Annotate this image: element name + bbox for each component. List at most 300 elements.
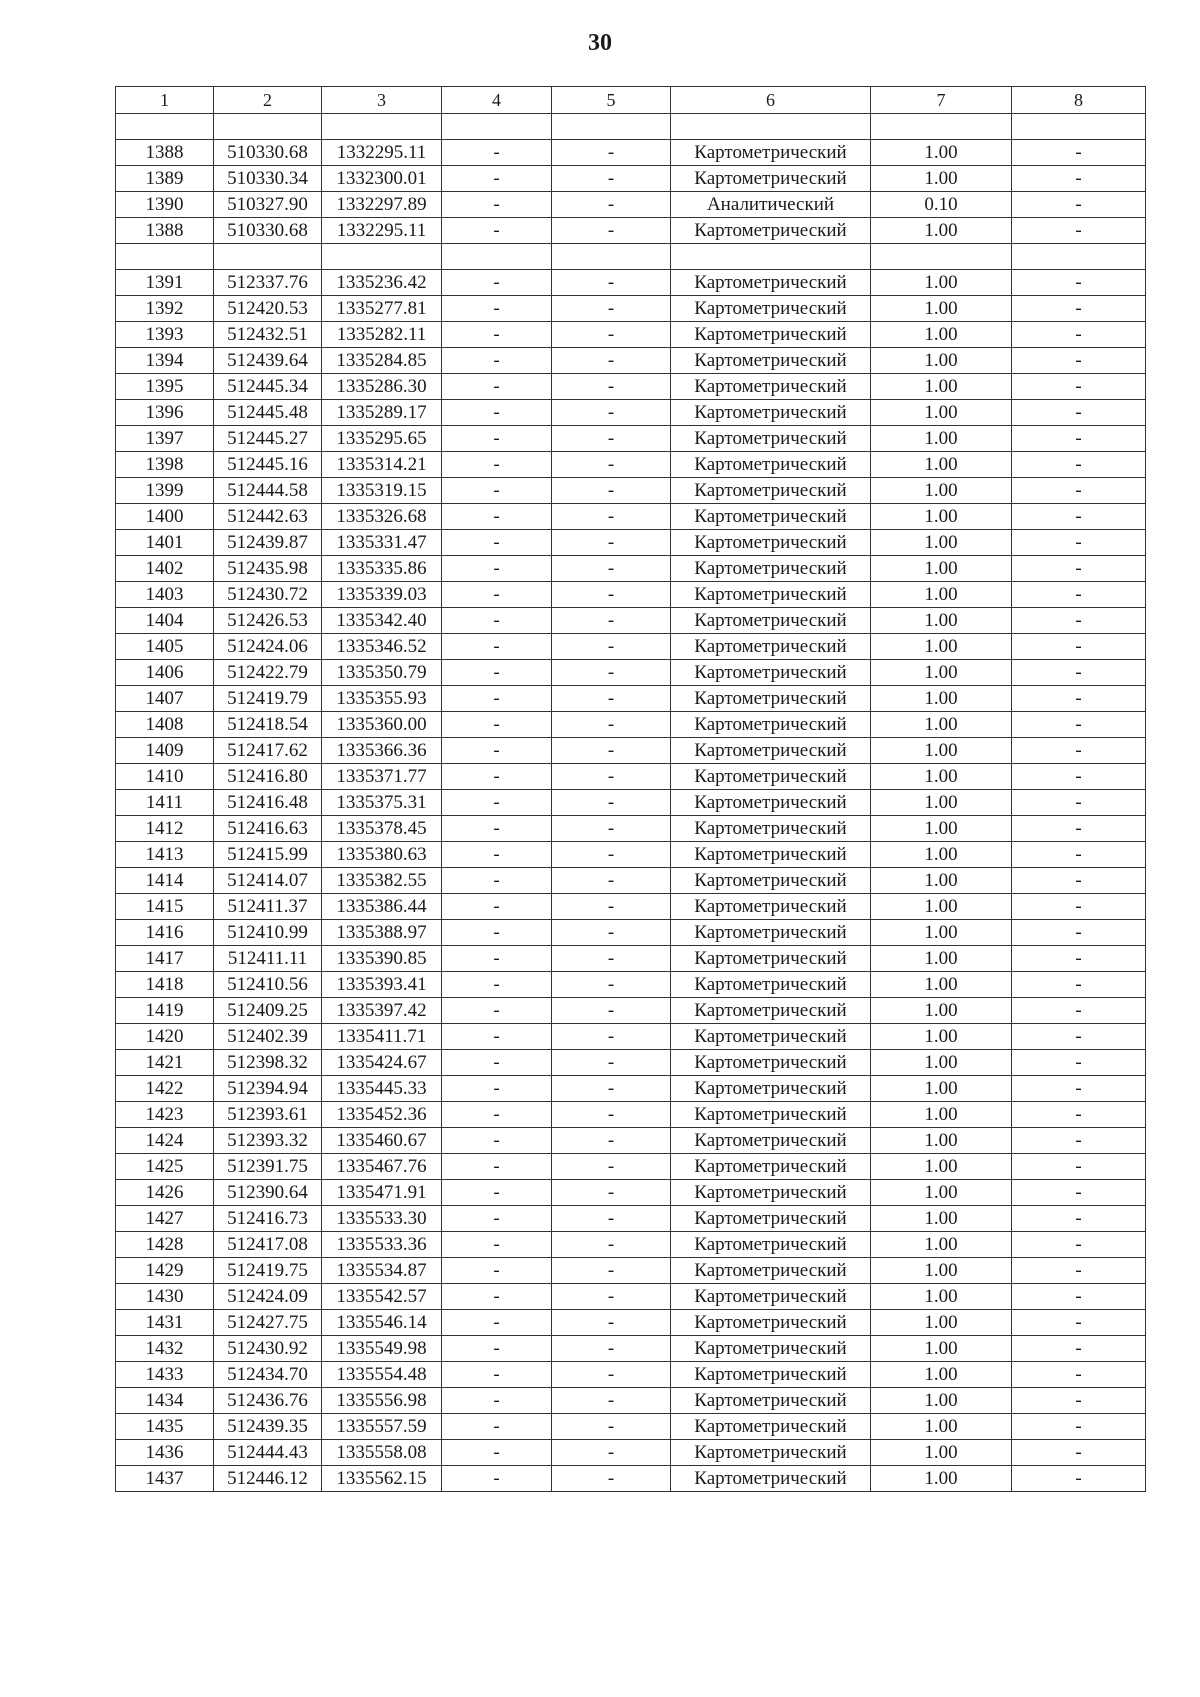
table-cell-col8: - <box>1012 738 1146 764</box>
table-cell-col4: - <box>442 738 552 764</box>
table-cell-col3: 1335326.68 <box>322 504 442 530</box>
table-cell-col3: 1335393.41 <box>322 972 442 998</box>
table-cell-col6: Аналитический <box>671 192 871 218</box>
table-cell-col5: - <box>552 1310 671 1336</box>
table-cell-col1: 1408 <box>116 712 214 738</box>
table-cell-col5: - <box>552 608 671 634</box>
table-cell-col3: 1335286.30 <box>322 374 442 400</box>
table-row <box>116 920 1146 946</box>
table-cell-col1 <box>116 114 214 140</box>
table-cell-col2: 512393.61 <box>214 1102 322 1128</box>
table-row <box>116 1414 1146 1440</box>
table-cell-col3 <box>322 244 442 270</box>
table-cell-col3: 1335355.93 <box>322 686 442 712</box>
table-cell-col6: Картометрический <box>671 634 871 660</box>
table-cell-col5: - <box>552 270 671 296</box>
table-cell-col8: - <box>1012 1440 1146 1466</box>
header-row <box>116 87 1146 114</box>
table-cell-col3: 1335467.76 <box>322 1154 442 1180</box>
table-cell-col2: 512422.79 <box>214 660 322 686</box>
table-row <box>116 322 1146 348</box>
table-cell-col3: 1335558.08 <box>322 1440 442 1466</box>
table-cell-col3: 1332300.01 <box>322 166 442 192</box>
table-cell-col6: Картометрический <box>671 504 871 530</box>
table-cell-col1: 1423 <box>116 1102 214 1128</box>
table-cell-col4: - <box>442 1180 552 1206</box>
table-cell-col4: - <box>442 920 552 946</box>
table-cell-col7: 1.00 <box>871 686 1012 712</box>
table-cell-col2: 512419.75 <box>214 1258 322 1284</box>
table-cell-col7: 1.00 <box>871 660 1012 686</box>
table-row <box>116 296 1146 322</box>
table-cell-col7: 1.00 <box>871 296 1012 322</box>
table-row <box>116 1466 1146 1492</box>
table-cell-col8: - <box>1012 1388 1146 1414</box>
table-cell-col7: 1.00 <box>871 1102 1012 1128</box>
table-cell-col6: Картометрический <box>671 1414 871 1440</box>
table-cell-col8: - <box>1012 1232 1146 1258</box>
table-cell-col7: 0.10 <box>871 192 1012 218</box>
table-row <box>116 1024 1146 1050</box>
table-cell-col3: 1335378.45 <box>322 816 442 842</box>
table-cell-col2: 512439.87 <box>214 530 322 556</box>
table-cell-col4: - <box>442 790 552 816</box>
table-cell-col1: 1426 <box>116 1180 214 1206</box>
table-cell-col3: 1335460.67 <box>322 1128 442 1154</box>
table-header <box>116 87 1146 114</box>
table-cell-col7: 1.00 <box>871 946 1012 972</box>
table-cell-col8: - <box>1012 634 1146 660</box>
table-cell-col2: 512444.58 <box>214 478 322 504</box>
table-cell-col6: Картометрический <box>671 296 871 322</box>
table-cell-col3: 1335445.33 <box>322 1076 442 1102</box>
table-cell-col1: 1403 <box>116 582 214 608</box>
table-row <box>116 478 1146 504</box>
table-cell-col1: 1394 <box>116 348 214 374</box>
table-cell-col6: Картометрический <box>671 530 871 556</box>
table-cell-col2: 512416.48 <box>214 790 322 816</box>
table-cell-col8: - <box>1012 868 1146 894</box>
table-cell-col7: 1.00 <box>871 868 1012 894</box>
table-cell-col2: 512402.39 <box>214 1024 322 1050</box>
table-cell-col1: 1422 <box>116 1076 214 1102</box>
table-cell-col4: - <box>442 1310 552 1336</box>
table-cell-col8: - <box>1012 1102 1146 1128</box>
table-cell-col4: - <box>442 764 552 790</box>
table-cell-col4: - <box>442 1336 552 1362</box>
table-cell-col5: - <box>552 660 671 686</box>
table-cell-col3: 1335546.14 <box>322 1310 442 1336</box>
table-row <box>116 400 1146 426</box>
table-cell-col3: 1335346.52 <box>322 634 442 660</box>
table-cell-col1: 1407 <box>116 686 214 712</box>
table-row <box>116 582 1146 608</box>
table-cell-col7: 1.00 <box>871 1050 1012 1076</box>
table-cell-col5: - <box>552 556 671 582</box>
table-cell-col7: 1.00 <box>871 1388 1012 1414</box>
table-cell-col3: 1335236.42 <box>322 270 442 296</box>
table-cell-col4: - <box>442 504 552 530</box>
table-cell-col1: 1430 <box>116 1284 214 1310</box>
table-cell-col7: 1.00 <box>871 556 1012 582</box>
table-cell-col3: 1335452.36 <box>322 1102 442 1128</box>
table-cell-col7: 1.00 <box>871 1154 1012 1180</box>
table-cell-col2 <box>214 244 322 270</box>
table-cell-col1: 1432 <box>116 1336 214 1362</box>
table-cell-col4: - <box>442 1258 552 1284</box>
table-cell-col2: 512435.98 <box>214 556 322 582</box>
table-cell-col4: - <box>442 946 552 972</box>
table-row <box>116 790 1146 816</box>
table-cell-col5: - <box>552 1414 671 1440</box>
table-cell-col8: - <box>1012 1336 1146 1362</box>
table-cell-col7: 1.00 <box>871 1362 1012 1388</box>
table-cell-col1: 1416 <box>116 920 214 946</box>
table-cell-col2: 512427.75 <box>214 1310 322 1336</box>
table-cell-col2 <box>214 114 322 140</box>
table-cell-col5: - <box>552 426 671 452</box>
table-row <box>116 426 1146 452</box>
table-cell-col7: 1.00 <box>871 348 1012 374</box>
table-cell-col5: - <box>552 348 671 374</box>
table-cell-col5: - <box>552 1128 671 1154</box>
table-cell-col3: 1335533.30 <box>322 1206 442 1232</box>
table-cell-col2: 512410.99 <box>214 920 322 946</box>
table-cell-col8: - <box>1012 1024 1146 1050</box>
table-cell-col5: - <box>552 1206 671 1232</box>
table-cell-col3: 1335380.63 <box>322 842 442 868</box>
table-cell-col3: 1335350.79 <box>322 660 442 686</box>
table-cell-col1: 1431 <box>116 1310 214 1336</box>
table-cell-col5: - <box>552 166 671 192</box>
table-cell-col3: 1335386.44 <box>322 894 442 920</box>
table-row-empty <box>116 114 1146 140</box>
column-header-4: 4 <box>442 87 552 114</box>
column-header-3: 3 <box>322 87 442 114</box>
table-cell-col5: - <box>552 920 671 946</box>
table-cell-col6: Картометрический <box>671 582 871 608</box>
table-cell-col5: - <box>552 1388 671 1414</box>
table-cell-col2: 512436.76 <box>214 1388 322 1414</box>
table-cell-col1: 1409 <box>116 738 214 764</box>
table-cell-col5: - <box>552 816 671 842</box>
table-cell-col3: 1335360.00 <box>322 712 442 738</box>
table-cell-col3: 1335471.91 <box>322 1180 442 1206</box>
table-cell-col5: - <box>552 1154 671 1180</box>
table-cell-col4: - <box>442 842 552 868</box>
table-cell-col3: 1335562.15 <box>322 1466 442 1492</box>
table-cell-col4: - <box>442 686 552 712</box>
table-cell-col7: 1.00 <box>871 1414 1012 1440</box>
table-cell-col2: 512409.25 <box>214 998 322 1024</box>
table-cell-col8: - <box>1012 1284 1146 1310</box>
table-cell-col6: Картометрический <box>671 686 871 712</box>
table-cell-col2: 512391.75 <box>214 1154 322 1180</box>
table-cell-col3: 1335375.31 <box>322 790 442 816</box>
table-cell-col2: 512416.63 <box>214 816 322 842</box>
table-cell-col5: - <box>552 218 671 244</box>
table-cell-col1: 1393 <box>116 322 214 348</box>
table-cell-col7: 1.00 <box>871 1232 1012 1258</box>
table-cell-col3: 1335557.59 <box>322 1414 442 1440</box>
table-cell-col1: 1424 <box>116 1128 214 1154</box>
table-row <box>116 1154 1146 1180</box>
table-cell-col3: 1332295.11 <box>322 140 442 166</box>
table-cell-col4: - <box>442 426 552 452</box>
table-cell-col6: Картометрический <box>671 998 871 1024</box>
table-cell-col8: - <box>1012 426 1146 452</box>
table-cell-col3: 1335424.67 <box>322 1050 442 1076</box>
table-cell-col3: 1335542.57 <box>322 1284 442 1310</box>
table-cell-col4: - <box>442 400 552 426</box>
table-cell-col7: 1.00 <box>871 712 1012 738</box>
table-cell-col7 <box>871 114 1012 140</box>
table-cell-col7: 1.00 <box>871 1024 1012 1050</box>
table-cell-col4: - <box>442 218 552 244</box>
table-cell-col8: - <box>1012 1362 1146 1388</box>
table-cell-col6: Картометрический <box>671 1024 871 1050</box>
table-cell-col6: Картометрический <box>671 946 871 972</box>
table-cell-col7: 1.00 <box>871 1466 1012 1492</box>
table-cell-col7: 1.00 <box>871 1206 1012 1232</box>
table-cell-col2: 512398.32 <box>214 1050 322 1076</box>
column-header-8: 8 <box>1012 87 1146 114</box>
table-row <box>116 634 1146 660</box>
column-header-7: 7 <box>871 87 1012 114</box>
table-cell-col5: - <box>552 1284 671 1310</box>
table-cell-col8: - <box>1012 686 1146 712</box>
table-cell-col2: 512434.70 <box>214 1362 322 1388</box>
table-cell-col3: 1335342.40 <box>322 608 442 634</box>
table-cell-col1: 1404 <box>116 608 214 634</box>
table-cell-col4: - <box>442 1232 552 1258</box>
table-cell-col2: 510330.34 <box>214 166 322 192</box>
table-cell-col3: 1335371.77 <box>322 764 442 790</box>
table-cell-col6 <box>671 114 871 140</box>
table-cell-col3: 1335282.11 <box>322 322 442 348</box>
table-cell-col6: Картометрический <box>671 140 871 166</box>
table-cell-col6: Картометрический <box>671 556 871 582</box>
table-cell-col6: Картометрический <box>671 270 871 296</box>
table-row <box>116 738 1146 764</box>
table-row <box>116 1362 1146 1388</box>
table-cell-col6: Картометрический <box>671 1128 871 1154</box>
table-cell-col5: - <box>552 140 671 166</box>
table-cell-col5: - <box>552 946 671 972</box>
table-cell-col7: 1.00 <box>871 374 1012 400</box>
table-cell-col7: 1.00 <box>871 634 1012 660</box>
table-cell-col8: - <box>1012 660 1146 686</box>
table-cell-col3: 1335284.85 <box>322 348 442 374</box>
table-cell-col6: Картометрический <box>671 894 871 920</box>
table-cell-col8: - <box>1012 1258 1146 1284</box>
table-cell-col8: - <box>1012 218 1146 244</box>
table-cell-col5: - <box>552 1050 671 1076</box>
table-cell-col8: - <box>1012 946 1146 972</box>
table-cell-col8: - <box>1012 530 1146 556</box>
table-cell-col8: - <box>1012 452 1146 478</box>
table-cell-col2: 512445.48 <box>214 400 322 426</box>
table-cell-col4: - <box>442 1388 552 1414</box>
table-cell-col6: Картометрический <box>671 348 871 374</box>
table-row <box>116 842 1146 868</box>
table-cell-col5: - <box>552 1466 671 1492</box>
table-cell-col6: Картометрический <box>671 1206 871 1232</box>
table-cell-col3: 1335366.36 <box>322 738 442 764</box>
table-cell-col7: 1.00 <box>871 166 1012 192</box>
table-row <box>116 140 1146 166</box>
table-cell-col2: 512445.27 <box>214 426 322 452</box>
table-cell-col5: - <box>552 1076 671 1102</box>
table-cell-col8: - <box>1012 894 1146 920</box>
table-cell-col5: - <box>552 972 671 998</box>
table-cell-col4: - <box>442 556 552 582</box>
table-cell-col2: 512416.73 <box>214 1206 322 1232</box>
table-cell-col7: 1.00 <box>871 322 1012 348</box>
table-cell-col5: - <box>552 322 671 348</box>
table-cell-col5: - <box>552 1102 671 1128</box>
table-cell-col2: 512411.37 <box>214 894 322 920</box>
table-cell-col3: 1335556.98 <box>322 1388 442 1414</box>
table-cell-col7: 1.00 <box>871 1336 1012 1362</box>
table-body <box>116 114 1146 1492</box>
table-cell-col4: - <box>442 1414 552 1440</box>
table-cell-col4: - <box>442 1024 552 1050</box>
table-cell-col5: - <box>552 1258 671 1284</box>
table-cell-col8: - <box>1012 582 1146 608</box>
table-cell-col3: 1335533.36 <box>322 1232 442 1258</box>
table-cell-col6: Картометрический <box>671 972 871 998</box>
table-row <box>116 1102 1146 1128</box>
table-cell-col8: - <box>1012 192 1146 218</box>
table-cell-col1: 1399 <box>116 478 214 504</box>
table-cell-col7: 1.00 <box>871 816 1012 842</box>
table-cell-col1: 1396 <box>116 400 214 426</box>
table-cell-col3: 1335289.17 <box>322 400 442 426</box>
table-cell-col5: - <box>552 712 671 738</box>
table-cell-col7: 1.00 <box>871 530 1012 556</box>
table-row <box>116 660 1146 686</box>
table-cell-col6: Картометрический <box>671 166 871 192</box>
table-row <box>116 972 1146 998</box>
table-cell-col3: 1335314.21 <box>322 452 442 478</box>
table-cell-col1: 1435 <box>116 1414 214 1440</box>
table-cell-col8: - <box>1012 998 1146 1024</box>
table-cell-col6: Картометрический <box>671 868 871 894</box>
table-cell-col7: 1.00 <box>871 478 1012 504</box>
table-cell-col3: 1335339.03 <box>322 582 442 608</box>
table-cell-col4: - <box>442 140 552 166</box>
table-cell-col6: Картометрический <box>671 920 871 946</box>
table-cell-col5: - <box>552 998 671 1024</box>
table-cell-col1: 1425 <box>116 1154 214 1180</box>
table-cell-col6: Картометрический <box>671 660 871 686</box>
table-cell-col4: - <box>442 374 552 400</box>
table-cell-col5: - <box>552 790 671 816</box>
table-cell-col1: 1395 <box>116 374 214 400</box>
table-cell-col6: Картометрический <box>671 400 871 426</box>
table-cell-col5: - <box>552 1362 671 1388</box>
column-header-6: 6 <box>671 87 871 114</box>
table-cell-col7: 1.00 <box>871 1180 1012 1206</box>
table-cell-col5: - <box>552 1024 671 1050</box>
table-cell-col1: 1413 <box>116 842 214 868</box>
table-row <box>116 1310 1146 1336</box>
table-cell-col2: 512411.11 <box>214 946 322 972</box>
table-cell-col2: 512430.72 <box>214 582 322 608</box>
table-cell-col5: - <box>552 1180 671 1206</box>
table-cell-col6: Картометрический <box>671 1180 871 1206</box>
table-cell-col6: Картометрический <box>671 1154 871 1180</box>
table-cell-col6: Картометрический <box>671 1076 871 1102</box>
table-cell-col1: 1419 <box>116 998 214 1024</box>
table-cell-col7 <box>871 244 1012 270</box>
table-cell-col8: - <box>1012 790 1146 816</box>
table-cell-col6: Картометрический <box>671 608 871 634</box>
table-cell-col1: 1406 <box>116 660 214 686</box>
table-cell-col1: 1392 <box>116 296 214 322</box>
table-row <box>116 868 1146 894</box>
table-cell-col4: - <box>442 608 552 634</box>
table-cell-col2: 512424.09 <box>214 1284 322 1310</box>
table-cell-col6: Картометрический <box>671 1284 871 1310</box>
table-cell-col7: 1.00 <box>871 582 1012 608</box>
table-cell-col5 <box>552 244 671 270</box>
table-cell-col8: - <box>1012 816 1146 842</box>
table-cell-col1: 1433 <box>116 1362 214 1388</box>
table-cell-col5: - <box>552 894 671 920</box>
table-cell-col4: - <box>442 634 552 660</box>
table-cell-col2: 512415.99 <box>214 842 322 868</box>
table-cell-col2: 512417.08 <box>214 1232 322 1258</box>
table-cell-col4: - <box>442 530 552 556</box>
table-cell-col6: Картометрический <box>671 816 871 842</box>
table-cell-col4: - <box>442 660 552 686</box>
table-cell-col1: 1420 <box>116 1024 214 1050</box>
table-cell-col5: - <box>552 400 671 426</box>
table-cell-col3: 1335277.81 <box>322 296 442 322</box>
table-cell-col3: 1335331.47 <box>322 530 442 556</box>
table-cell-col6: Картометрический <box>671 764 871 790</box>
table-cell-col4: - <box>442 1050 552 1076</box>
table-cell-col8 <box>1012 114 1146 140</box>
table-cell-col2: 510327.90 <box>214 192 322 218</box>
table-cell-col2: 512442.63 <box>214 504 322 530</box>
table-cell-col6: Картометрический <box>671 842 871 868</box>
table-cell-col2: 512414.07 <box>214 868 322 894</box>
table-cell-col1: 1397 <box>116 426 214 452</box>
table-cell-col1: 1390 <box>116 192 214 218</box>
table-cell-col6: Картометрический <box>671 1050 871 1076</box>
table-row <box>116 686 1146 712</box>
table-cell-col1: 1414 <box>116 868 214 894</box>
table-cell-col8: - <box>1012 166 1146 192</box>
table-cell-col1: 1429 <box>116 1258 214 1284</box>
table-cell-col2: 512445.34 <box>214 374 322 400</box>
table-row-empty <box>116 244 1146 270</box>
table-row <box>116 1180 1146 1206</box>
table-cell-col5: - <box>552 738 671 764</box>
table-cell-col4: - <box>442 972 552 998</box>
table-row <box>116 504 1146 530</box>
table-cell-col6: Картометрический <box>671 790 871 816</box>
table-cell-col1: 1421 <box>116 1050 214 1076</box>
table-row <box>116 1076 1146 1102</box>
table-cell-col8: - <box>1012 296 1146 322</box>
table-cell-col2: 512424.06 <box>214 634 322 660</box>
table-cell-col5: - <box>552 1336 671 1362</box>
table-row <box>116 894 1146 920</box>
